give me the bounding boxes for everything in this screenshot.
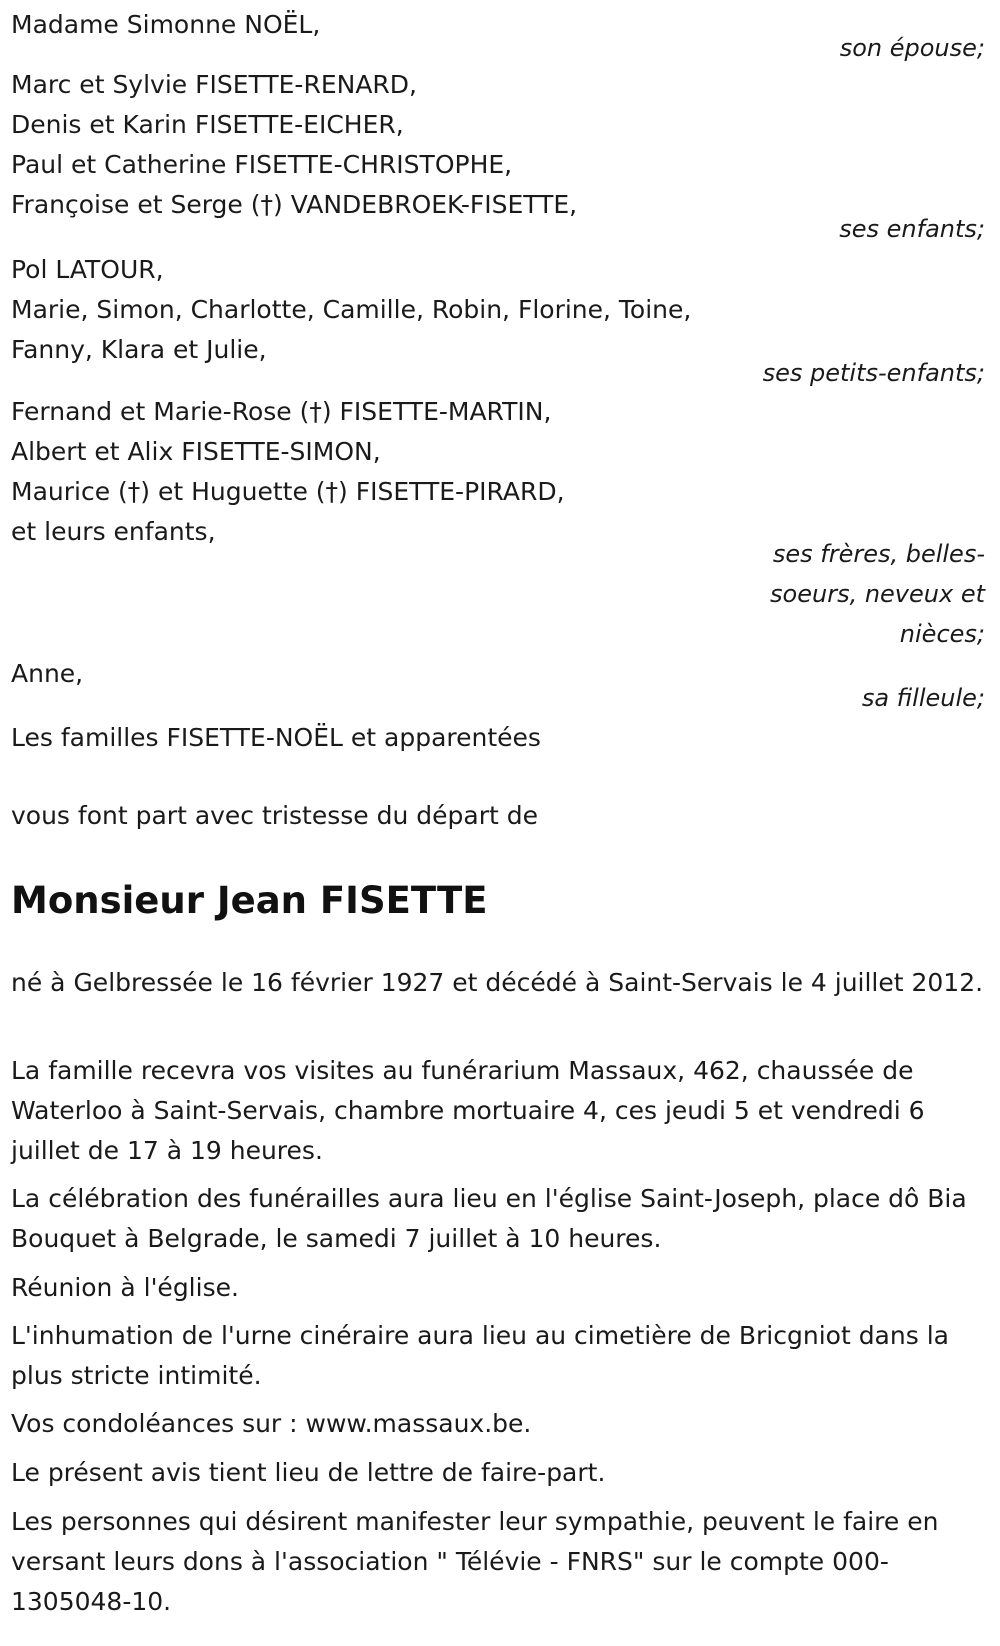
burial-paragraph: L'inhumation de l'urne cinéraire aura lieu au cimetière de Bricgniot dans la plus stricte intimité. [11,1321,949,1390]
name-line: Fanny, Klara et Julie, [11,335,267,364]
deceased-name: Monsieur Jean FISETTE [11,879,488,922]
name-line: Madame Simonne NOËL, [11,10,321,39]
relation-children: ses enfants; [839,215,985,243]
name-line: Maurice (†) et Huguette (†) FISETTE-PIRARD, [11,477,565,506]
name-line: Marc et Sylvie FISETTE-RENARD, [11,70,417,99]
notice-paragraph: Le présent avis tient lieu de lettre de faire-part. [11,1458,606,1487]
name-line: Françoise et Serge (†) VANDEBROEK-FISETTE, [11,190,578,219]
name-line: Albert et Alix FISETTE-SIMON, [11,437,381,466]
names-group-grandchildren [11,250,691,370]
name-line: Denis et Karin FISETTE-EICHER, [11,110,404,139]
announcement-line: vous font part avec tristesse du départ de [11,801,538,830]
names-group-spouse [11,5,320,45]
visits-paragraph: La famille recevra vos visites au funérarium Massaux, 462, chaussée de Waterloo à Saint-Servais, chambre mortuaire 4, ces jeudi 5 et vendredi 6 juillet de 17 à 19 heures. [11,1056,925,1165]
relation-spouse: son épouse; [839,34,985,62]
relation-siblings: ses frères, belles-soeurs, neveux et nièces; [770,540,985,648]
names-group-children [11,65,577,225]
names-group-goddaughter [11,654,83,694]
name-line: Fernand et Marie-Rose (†) FISETTE-MARTIN, [11,397,552,426]
relation-grandchildren: ses petits-enfants; [762,359,985,387]
birth-death-paragraph: né à Gelbressée le 16 février 1927 et décédé à Saint-Servais le 4 juillet 2012. [11,968,984,997]
funeral-paragraph: La célébration des funérailles aura lieu en l'église Saint-Joseph, place dô Bia Bouquet à Belgrade, le samedi 7 juillet à 10 heures. [11,1184,967,1253]
name-line: et leurs enfants, [11,517,216,546]
name-line: Anne, [11,659,84,688]
relation-goddaughter: sa filleule; [861,684,985,712]
condolences-paragraph: Vos condoléances sur : www.massaux.be. [11,1409,532,1438]
families-line: Les familles FISETTE-NOËL et apparentées [11,723,541,752]
name-line: Marie, Simon, Charlotte, Camille, Robin, Florine, Toine, [11,295,692,324]
names-group-siblings [11,392,565,552]
donations-paragraph: Les personnes qui désirent manifester leur sympathie, peuvent le faire en versant leurs dons à l'association " Télévie - FNRS" sur le compte 000-1305048-10. [11,1507,939,1616]
name-line: Pol LATOUR, [11,255,164,284]
name-line: Paul et Catherine FISETTE-CHRISTOPHE, [11,150,513,179]
reunion-paragraph: Réunion à l'église. [11,1273,239,1302]
